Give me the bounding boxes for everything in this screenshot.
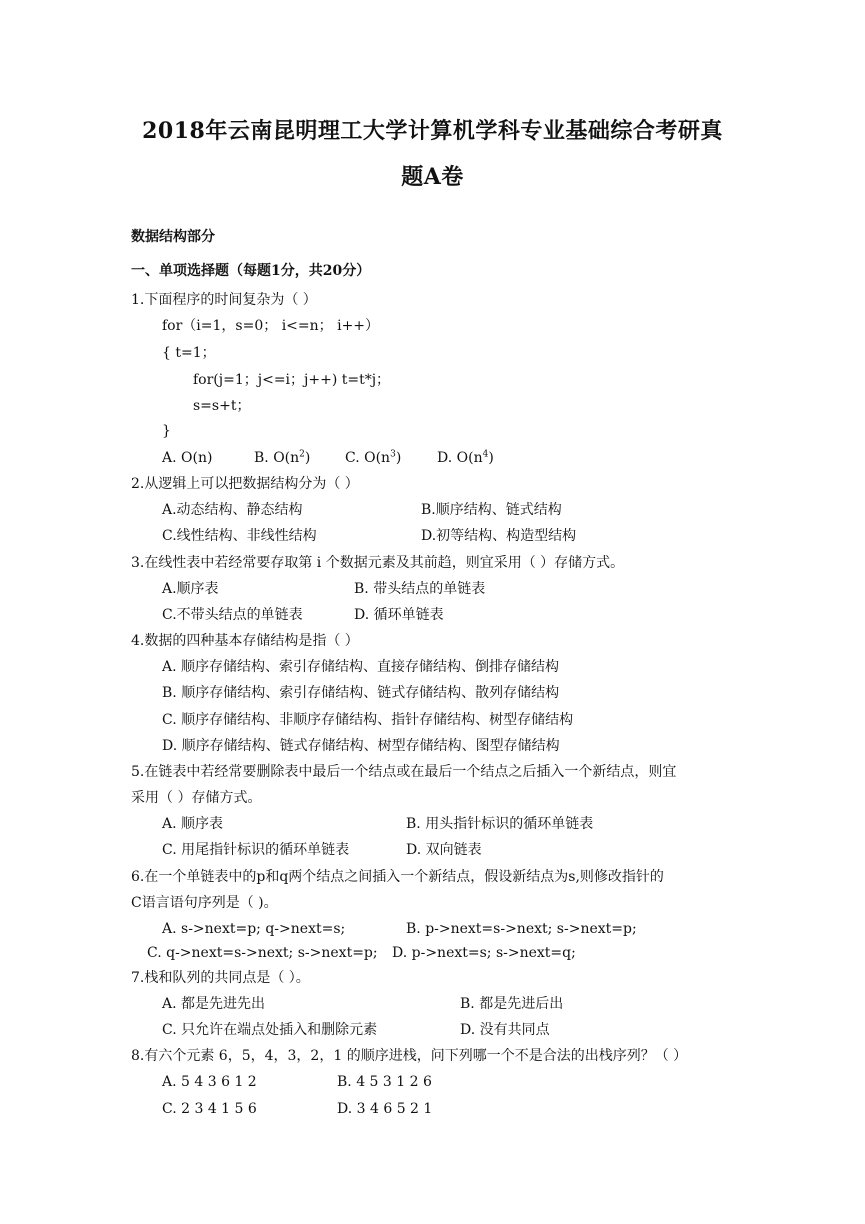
- q8-option-b: B. 4 5 3 1 2 6: [337, 1074, 432, 1090]
- q8-stem: 8.有六个元素 6，5，4，3，2，1 的顺序进栈，问下列哪一个不是合法的出栈序列？（ ）: [131, 1048, 688, 1064]
- q7-option-b: B. 都是先进后出: [460, 996, 564, 1012]
- q1-code-line: { t=1；: [162, 345, 216, 361]
- q5-option-d: D. 双向链表: [406, 842, 482, 858]
- q1-code-line: }: [162, 423, 171, 439]
- q6-option-a: A. s->next=p; q->next=s;: [162, 921, 346, 937]
- q1-option-b: B. $O(n^2)$: [254, 449, 311, 466]
- q3-option-a: A.顺序表: [162, 581, 219, 597]
- q3-stem: 3.在线性表中若经常要存取第 i 个数据元素及其前趋，则宜采用（ ）存储方式。: [131, 555, 625, 571]
- q5-option-a: A. 顺序表: [162, 816, 224, 832]
- part-heading: 一、单项选择题（每题1分，共20分）: [131, 263, 371, 279]
- q3-option-d: D. 循环单链表: [354, 607, 444, 623]
- q1-option-c: C. $O(n^3)$: [345, 449, 402, 466]
- q8-option-c: C. 2 3 4 1 5 6: [162, 1101, 257, 1117]
- q1-stem: 1.下面程序的时间复杂为（ ）: [131, 292, 317, 308]
- q7-option-d: D. 没有共同点: [460, 1022, 550, 1038]
- doc-title-line2: 题A卷: [401, 164, 464, 190]
- q6-option-c: C. q->next=s->next; s->next=p;: [147, 945, 378, 961]
- q4-option-b: B. 顺序存储结构、索引存储结构、链式存储结构、散列存储结构: [162, 685, 560, 701]
- q2-stem: 2.从逻辑上可以把数据结构分为（ ）: [131, 476, 359, 492]
- q6-option-d: D. p->next=s; s->next=q;: [392, 945, 576, 961]
- q1-code-line: for(j=1；j<=i；j++) t=t*j；: [193, 372, 391, 388]
- doc-title-line1: 2018年云南昆明理工大学计算机学科专业基础综合考研真: [142, 118, 723, 144]
- q1-code-line: for（i=1，s=0； i<=n； i++）: [162, 318, 380, 334]
- q7-stem: 7.栈和队列的共同点是（ ）。: [131, 970, 310, 986]
- q6-option-b: B. p->next=s->next; s->next=p;: [406, 921, 637, 937]
- q1-option-a: A. O(n): [162, 450, 213, 466]
- q7-option-a: A. 都是先进先出: [162, 996, 266, 1012]
- q3-option-c: C.不带头结点的单链表: [162, 607, 303, 623]
- q7-option-c: C. 只允许在端点处插入和删除元素: [162, 1022, 378, 1038]
- q2-option-a: A.动态结构、静态结构: [162, 502, 303, 518]
- q6-stem-line1: 6.在一个单链表中的p和q两个结点之间插入一个新结点，假设新结点为s,则修改指针的: [131, 869, 664, 885]
- q4-option-a: A. 顺序存储结构、索引存储结构、直接存储结构、倒排存储结构: [162, 659, 560, 675]
- q6-stem-line2: C语言语句序列是（ )。: [131, 895, 278, 911]
- q4-option-c: C. 顺序存储结构、非顺序存储结构、指针存储结构、树型存储结构: [162, 712, 574, 728]
- q5-stem-line1: 5.在链表中若经常要删除表中最后一个结点或在最后一个结点之后插入一个新结点，则宜: [131, 764, 677, 780]
- q5-stem-line2: 采用（ ）存储方式。: [131, 790, 262, 806]
- q1-code-line: s=s+t；: [193, 398, 251, 414]
- q2-option-c: C.线性结构、非线性结构: [162, 528, 317, 544]
- q5-option-b: B. 用头指针标识的循环单链表: [406, 816, 594, 832]
- q3-option-b: B. 带头结点的单链表: [354, 581, 486, 597]
- q2-option-d: D.初等结构、构造型结构: [421, 528, 577, 544]
- section-heading: 数据结构部分: [131, 229, 215, 245]
- q8-option-a: A. 5 4 3 6 1 2: [162, 1074, 257, 1090]
- q2-option-b: B.顺序结构、链式结构: [421, 502, 562, 518]
- q8-option-d: D. 3 4 6 5 2 1: [337, 1101, 433, 1117]
- q4-option-d: D. 顺序存储结构、链式存储结构、树型存储结构、图型存储结构: [162, 738, 560, 754]
- q4-stem: 4.数据的四种基本存储结构是指（ ）: [131, 633, 359, 649]
- q1-option-d: D. $O(n^4)$: [437, 449, 494, 466]
- q5-option-c: C. 用尾指针标识的循环单链表: [162, 842, 350, 858]
